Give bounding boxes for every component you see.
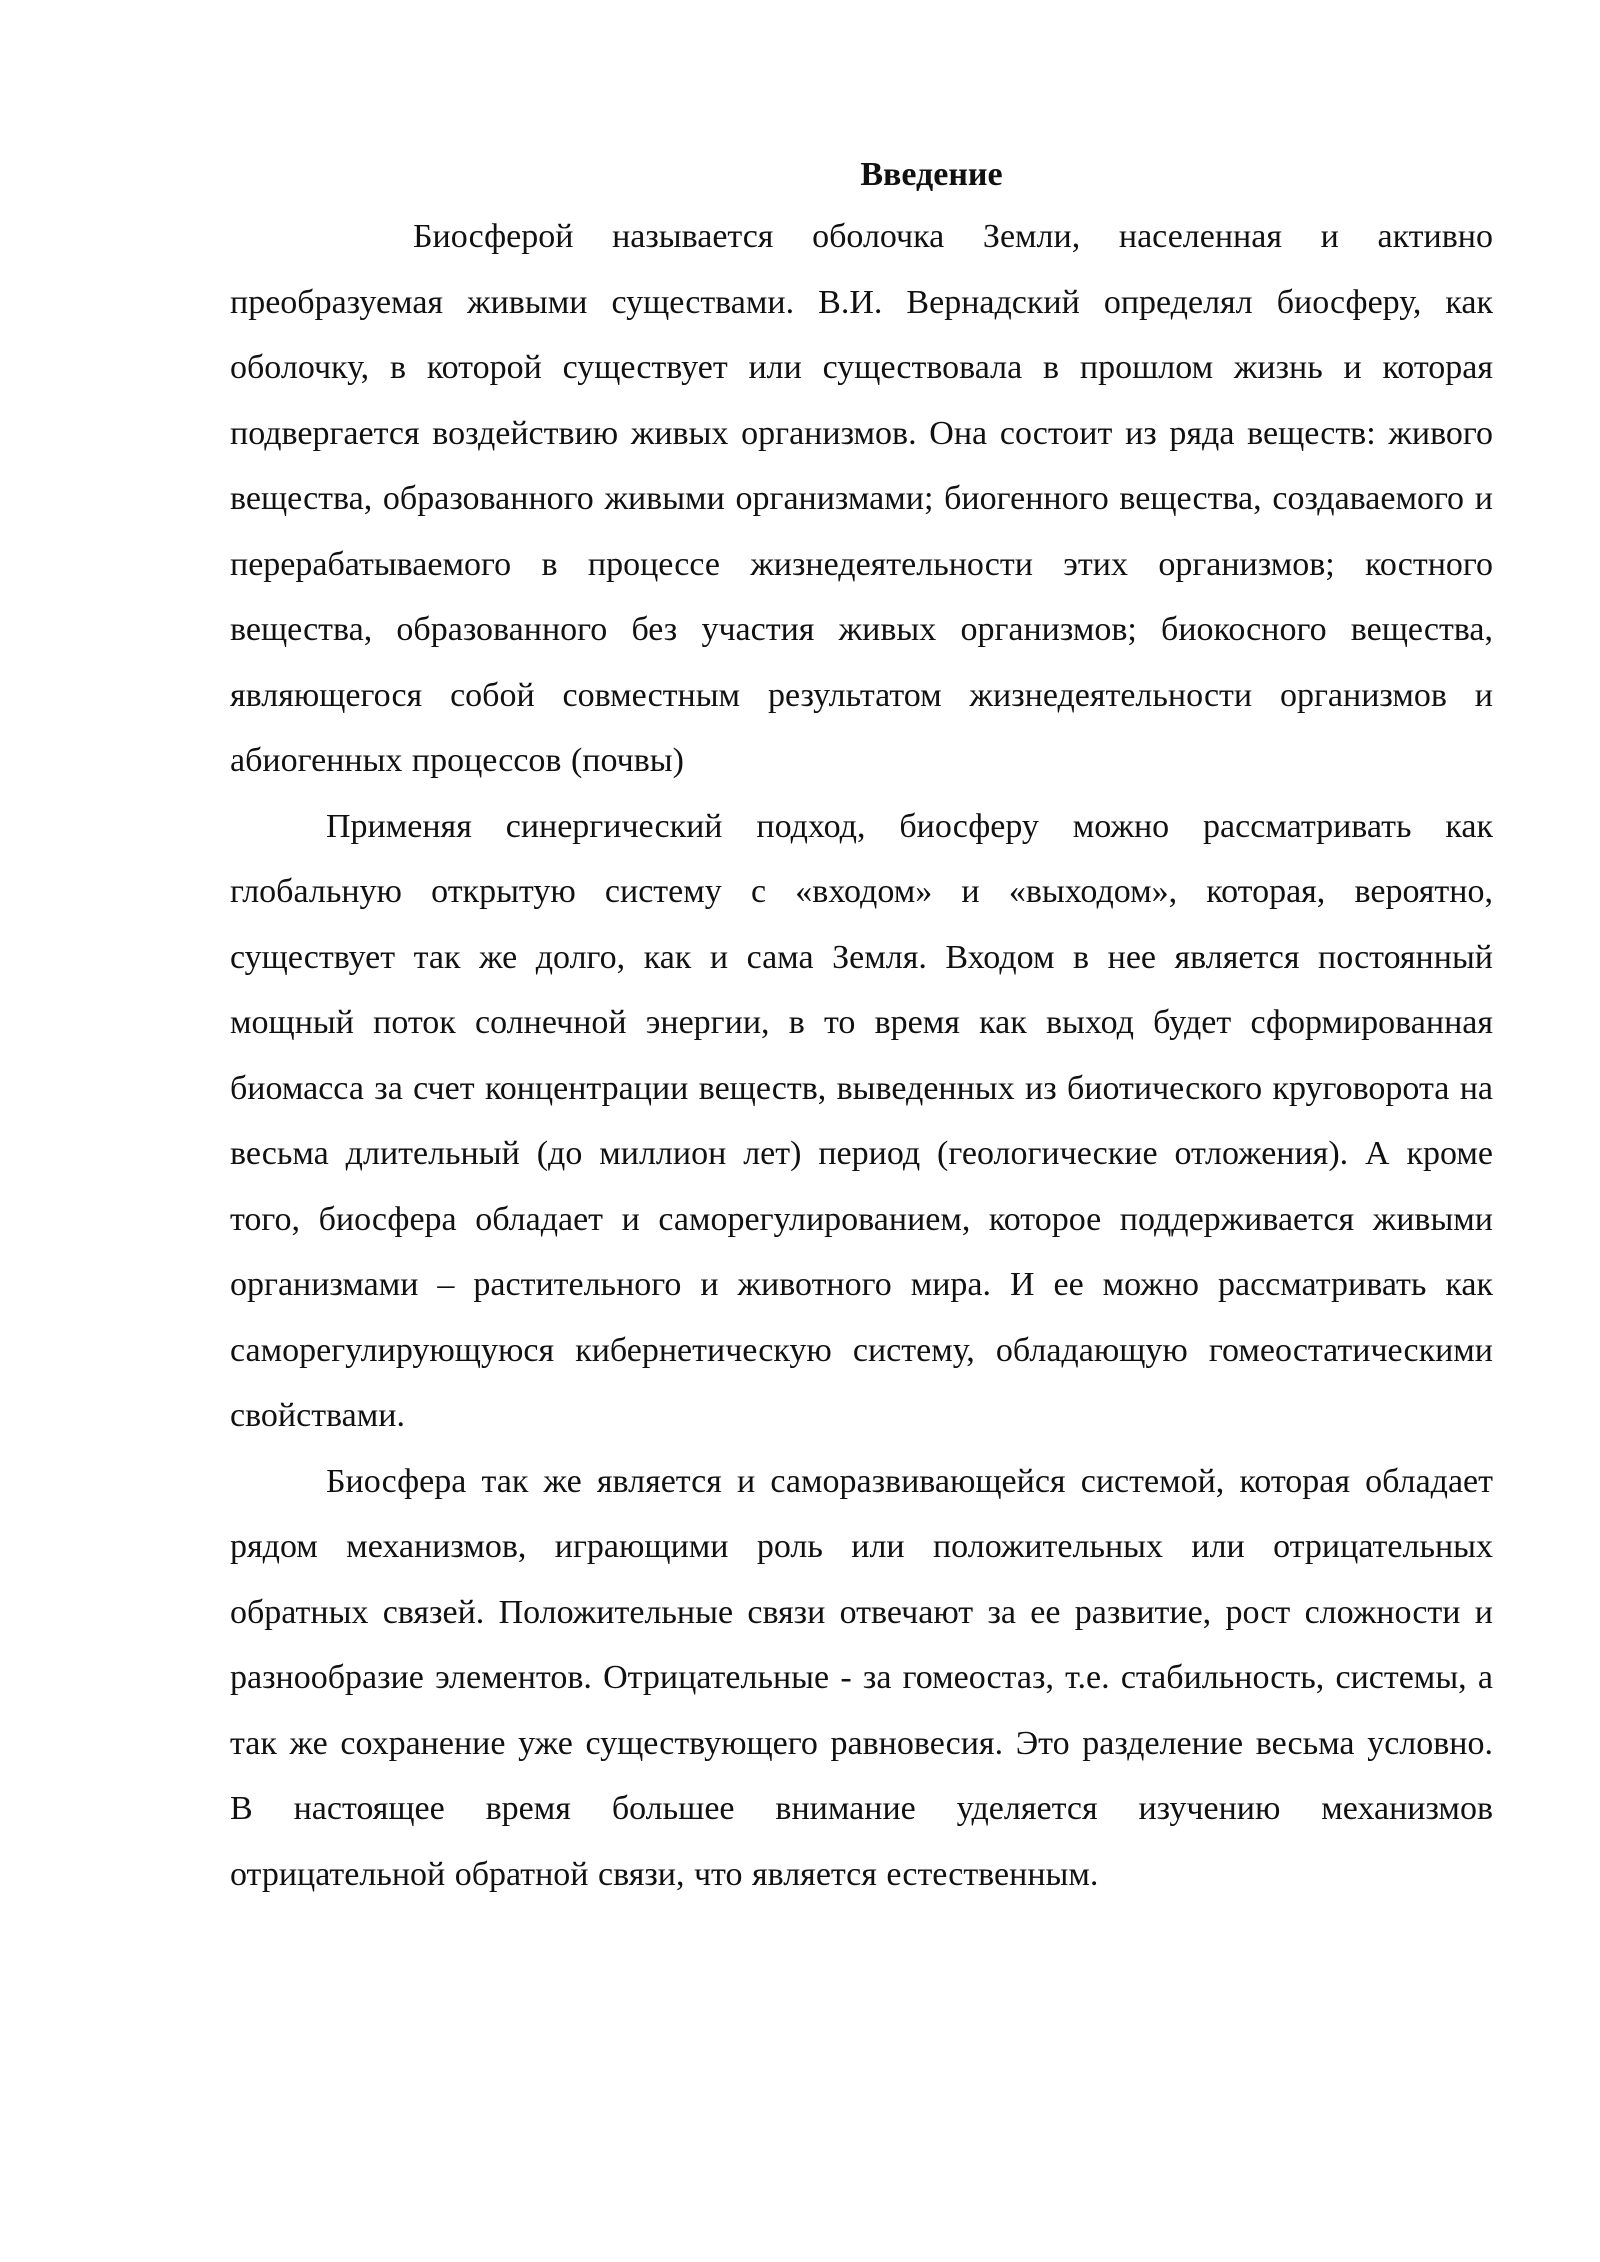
paragraph-2: Применяя синергический подход, биосферу можно рассматривать как глобальную открытую систему с «входом» и «выходом», которая, вероятно, существует так же долго, как и сама Земля. Входом в нее является постоянный мощный поток солнечной энергии, в то время как выход будет сформированная биомасса за счет концентрации веществ, выведенных из биотического круговорота на весьма длительный (до миллион лет) период (геологические отложения). А кроме того, биосфера обладает и саморегулированием, которое поддерживается живыми организмами – растительного и животного мира. И ее можно рассматривать как саморегулирующуюся кибернетическую систему, обладающую гомеостатическими свойствами. [230, 807, 1493, 1434]
paragraph-1: Биосферой называется оболочка Земли, населенная и активно преобразуемая живыми существами. В.И. Вернадский определял биосферу, как оболочку, в которой существует или существовала в прошлом жизнь и которая подвергается воздействию живых организмов. Она состоит из ряда веществ: живого вещества, образованного живыми организмами; биогенного вещества, создаваемого и перерабатываемого в процессе жизнедеятельности этих организмов; костного вещества, образованного без участия живых организмов; биокосного вещества, являющегося собой совместным результатом жизнедеятельности организмов и абиогенных процессов (почвы) [230, 218, 1493, 779]
document-title: Введение [860, 156, 1003, 193]
paragraph-3: Биосфера так же является и саморазвивающейся системой, которая обладает рядом механизмов, играющими роль или положительных или отрицательных обратных связей. Положительные связи отвечают за ее развитие, рост сложности и разнообразие элементов. Отрицательные - за гомеостаз, т.е. стабильность, системы, а так же сохранение уже существующего равновесия. Это разделение весьма условно. В настоящее время большее внимание уделяется изучению механизмов отрицательной обратной связи, что является естественным. [230, 1462, 1493, 1893]
document-body [230, 146, 1493, 1907]
